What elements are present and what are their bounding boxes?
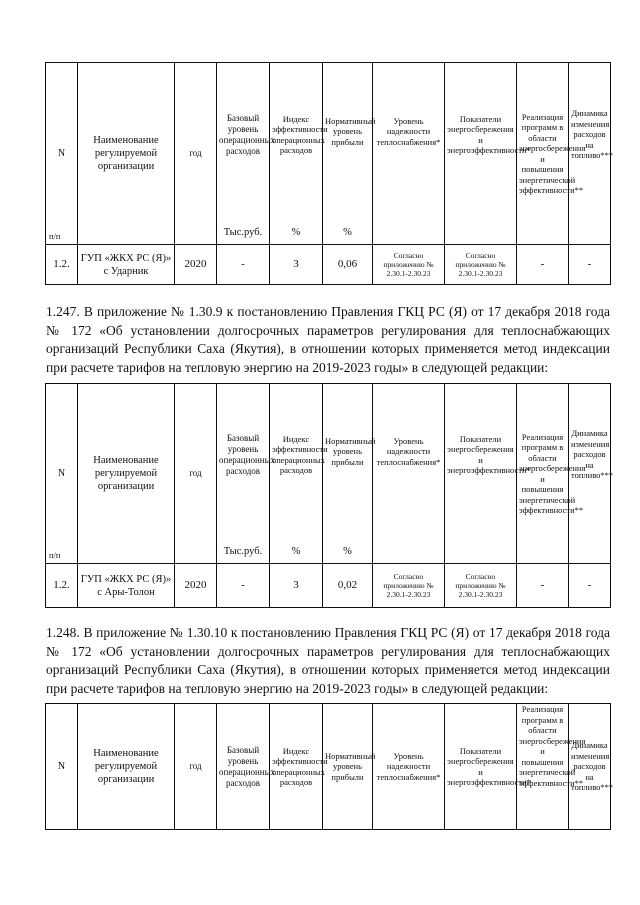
col-n-header: N п/п: [46, 63, 78, 245]
col-index-header: Индекс эффективности операционных расходов %: [270, 384, 323, 564]
cell-org: ГУП «ЖКХ РС (Я)» с Ары-Толон: [78, 564, 175, 608]
cell-year: 2020: [175, 564, 217, 608]
cell-org: ГУП «ЖКХ РС (Я)» с Ударник: [78, 245, 175, 285]
col-norm-header: Нормативный уровень прибыли %: [323, 384, 373, 564]
cell-energy: Согласно приложению № 2.30.1-2.30.23: [445, 245, 517, 285]
col-year-header: год: [175, 63, 217, 245]
cell-base: -: [217, 564, 270, 608]
col-index-header: Индекс эффективности операционных расходов: [270, 704, 323, 830]
table-row: [46, 245, 611, 285]
col-base-header: Базовый уровень операционных расходов: [217, 704, 270, 830]
tariff-table-3: [45, 703, 614, 830]
cell-index: 3: [270, 564, 323, 608]
cell-norm: 0,02: [323, 564, 373, 608]
cell-energy: Согласно приложению № 2.30.1-2.30.23: [445, 564, 517, 608]
col-year-header: год: [175, 384, 217, 564]
amendment-paragraph-1247: 1.247. В приложение № 1.30.9 к постановлению Правления ГКЦ РС (Я) от 17 декабря 2018 года № 172 «Об установлении долгосрочных параметров регулирования для теплоснабжающих организаций Республики Саха (Якутия), в отношении которых применяется метод индексации при расчете тарифов на тепловую энергию на 2019-2023 годы» в следующей редакции:: [46, 304, 610, 375]
cell-base: -: [217, 245, 270, 285]
table-header-row: [46, 63, 611, 245]
col-index-header: Индекс эффективности операционных расходов %: [270, 63, 323, 245]
table-row: [46, 564, 611, 608]
cell-programs: -: [517, 245, 569, 285]
col-n-header: N: [46, 704, 78, 830]
table-header-row: [46, 384, 611, 564]
cell-year: 2020: [175, 245, 217, 285]
cell-fuel: -: [569, 564, 611, 608]
col-org-header: Наименование регулируемой организации: [78, 384, 175, 564]
cell-reliability: Согласно приложению № 2.30.1-2.30.23: [373, 245, 445, 285]
col-programs-header: Реализация программ в области энергосбережения и повышения энергетической эффективности**: [517, 704, 569, 830]
col-n-header: N п/п: [46, 384, 78, 564]
col-programs-header: Реализация программ в области энергосбережения и повышения энергетической эффективности**: [517, 63, 569, 245]
col-norm-header: Нормативный уровень прибыли %: [323, 63, 373, 245]
col-programs-header: Реализация программ в области энергосбережения и повышения энергетической эффективности**: [517, 384, 569, 564]
col-reliability-header: Уровень надежности теплоснабжения*: [373, 704, 445, 830]
tariff-table-2: [45, 383, 614, 608]
cell-fuel: -: [569, 245, 611, 285]
col-base-header: Базовый уровень операционных расходов Тыс.руб.: [217, 63, 270, 245]
cell-n: 1.2.: [46, 564, 78, 608]
col-year-header: год: [175, 704, 217, 830]
col-energy-header: Показатели энергосбережения и энергоэффективности*: [445, 63, 517, 245]
col-fuel-header: Динамика изменения расходов на топливо***: [569, 63, 611, 245]
col-org-header: Наименование регулируемой организации: [78, 63, 175, 245]
cell-n: 1.2.: [46, 245, 78, 285]
col-reliability-header: Уровень надежности теплоснабжения*: [373, 384, 445, 564]
col-norm-header: Нормативный уровень прибыли: [323, 704, 373, 830]
amendment-paragraph-1248: 1.248. В приложение № 1.30.10 к постановлению Правления ГКЦ РС (Я) от 17 декабря 2018 года № 172 «Об установлении долгосрочных параметров регулирования для теплоснабжающих организаций Республики Саха (Якутия), в отношении которых применяется метод индексации при расчете тарифов на тепловую энергию на 2019-2023 годы» в следующей редакции:: [46, 625, 610, 696]
tariff-table-1: [45, 62, 614, 285]
col-org-header: Наименование регулируемой организации: [78, 704, 175, 830]
cell-programs: -: [517, 564, 569, 608]
col-base-header: Базовый уровень операционных расходов Тыс.руб.: [217, 384, 270, 564]
cell-index: 3: [270, 245, 323, 285]
cell-norm: 0,06: [323, 245, 373, 285]
col-fuel-header: Динамика изменения расходов на топливо***: [569, 704, 611, 830]
col-energy-header: Показатели энергосбережения и энергоэффективности*: [445, 704, 517, 830]
table-header-row: [46, 704, 611, 830]
col-fuel-header: Динамика изменения расходов на топливо***: [569, 384, 611, 564]
cell-reliability: Согласно приложению № 2.30.1-2.30.23: [373, 564, 445, 608]
col-reliability-header: Уровень надежности теплоснабжения*: [373, 63, 445, 245]
col-energy-header: Показатели энергосбережения и энергоэффективности*: [445, 384, 517, 564]
